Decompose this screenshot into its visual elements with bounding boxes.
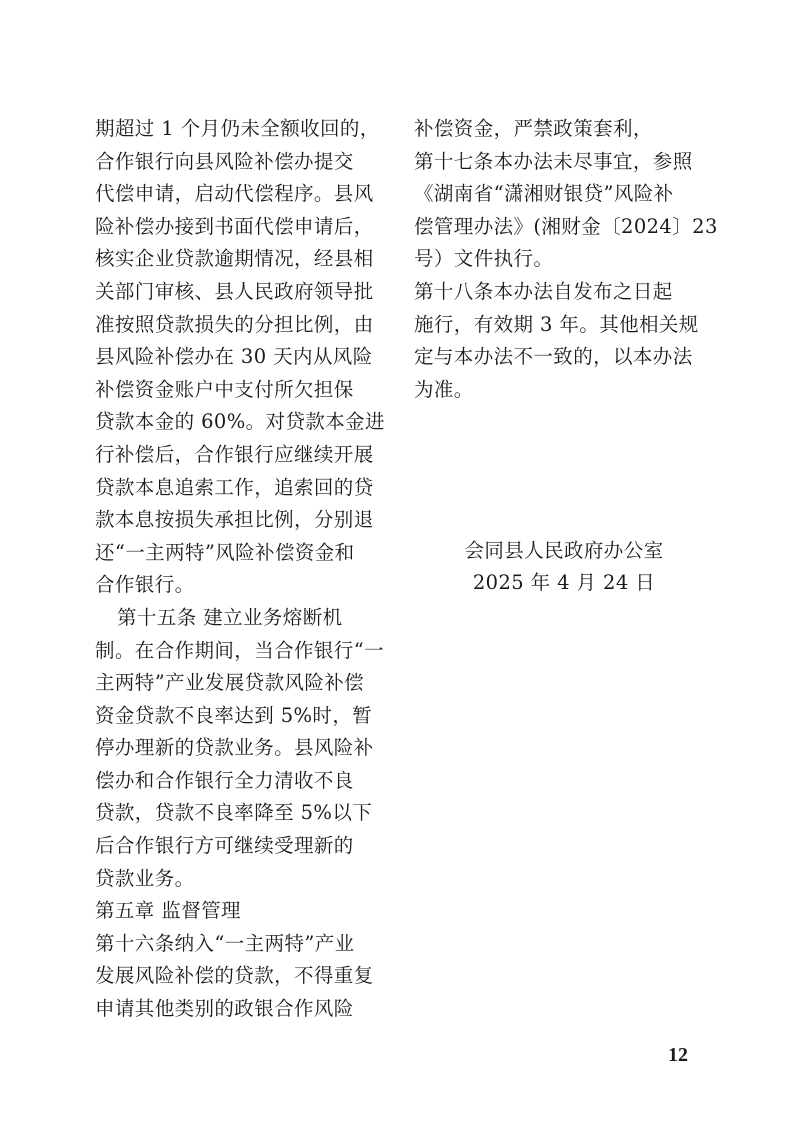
text-line: 第十七条本办法未尽事宜，参照 (414, 149, 693, 173)
text-line: 合作银行向县风险补偿办提交 (95, 149, 354, 173)
text-line: 贷款本金的 60%。对贷款本金进 (95, 410, 385, 434)
text-line: 款本息按损失承担比例，分别退 (95, 508, 374, 532)
text-line: 号）文件执行。 (414, 247, 554, 271)
text-line: 补偿资金账户中支付所欠担保 (95, 377, 354, 401)
text-line: 施行，有效期 3 年。其他相关规 (414, 312, 699, 336)
right-text-column (414, 113, 718, 406)
text-line: 发展风险补偿的贷款，不得重复 (95, 964, 374, 988)
text-line: 第十六条纳入“一主两特”产业 (95, 931, 355, 955)
text-line: 行补偿后，合作银行应继续开展 (95, 442, 374, 466)
text-line: 制。在合作期间，当合作银行“一 (95, 638, 384, 662)
text-line: 险补偿办接到书面代偿申请后， (95, 214, 374, 238)
text-line: 资金贷款不良率达到 5%时，暂 (95, 703, 373, 727)
text-line: 关部门审核、县人民政府领导批 (95, 279, 374, 303)
text-line: 县风险补偿办在 30 天内从风险 (95, 345, 373, 369)
page-number: 12 (668, 1044, 688, 1066)
text-line: 准按照贷款损失的分担比例，由 (95, 312, 374, 336)
text-line: 偿管理办法》(湘财金〔2024〕23 (414, 214, 718, 238)
signature-organization: 会同县人民政府办公室 (464, 539, 664, 562)
text-line: 合作银行。 (95, 573, 195, 597)
text-line: 第十八条本办法自发布之日起 (414, 279, 673, 303)
left-text-column (95, 113, 395, 1026)
text-line: 偿办和合作银行全力清收不良 (95, 768, 354, 792)
text-line: 补偿资金，严禁政策套利， (414, 117, 653, 140)
text-line: 申请其他类别的政银合作风险 (95, 997, 354, 1021)
chapter-5-heading: 第五章 监督管理 (95, 899, 241, 923)
text-line: 后合作银行方可继续受理新的 (95, 834, 354, 858)
text-line: 贷款，贷款不良率降至 5%以下 (95, 801, 373, 825)
text-line: 代偿申请，启动代偿程序。县风 (95, 182, 374, 206)
text-line: 《湖南省“潇湘财银贷”风险补 (414, 182, 674, 206)
text-line: 停办理新的贷款业务。县风险补 (95, 736, 374, 760)
signature-date: 2025 年 4 月 24 日 (472, 571, 656, 594)
text-line: 为准。 (414, 377, 474, 401)
text-line: 期超过 1 个月仍未全额收回的， (95, 117, 380, 140)
text-line: 贷款本息追索工作，追索回的贷 (95, 475, 374, 499)
text-line: 核实企业贷款逾期情况，经县相 (95, 247, 374, 271)
text-line: 还“一主两特”风险补偿资金和 (95, 540, 355, 564)
text-line: 贷款业务。 (95, 866, 195, 890)
article-15-heading: 第十五条 建立业务熔断机 (117, 605, 343, 629)
text-line: 主两特”产业发展贷款风险补偿 (95, 671, 365, 695)
text-line: 定与本办法不一致的，以本办法 (414, 345, 693, 369)
